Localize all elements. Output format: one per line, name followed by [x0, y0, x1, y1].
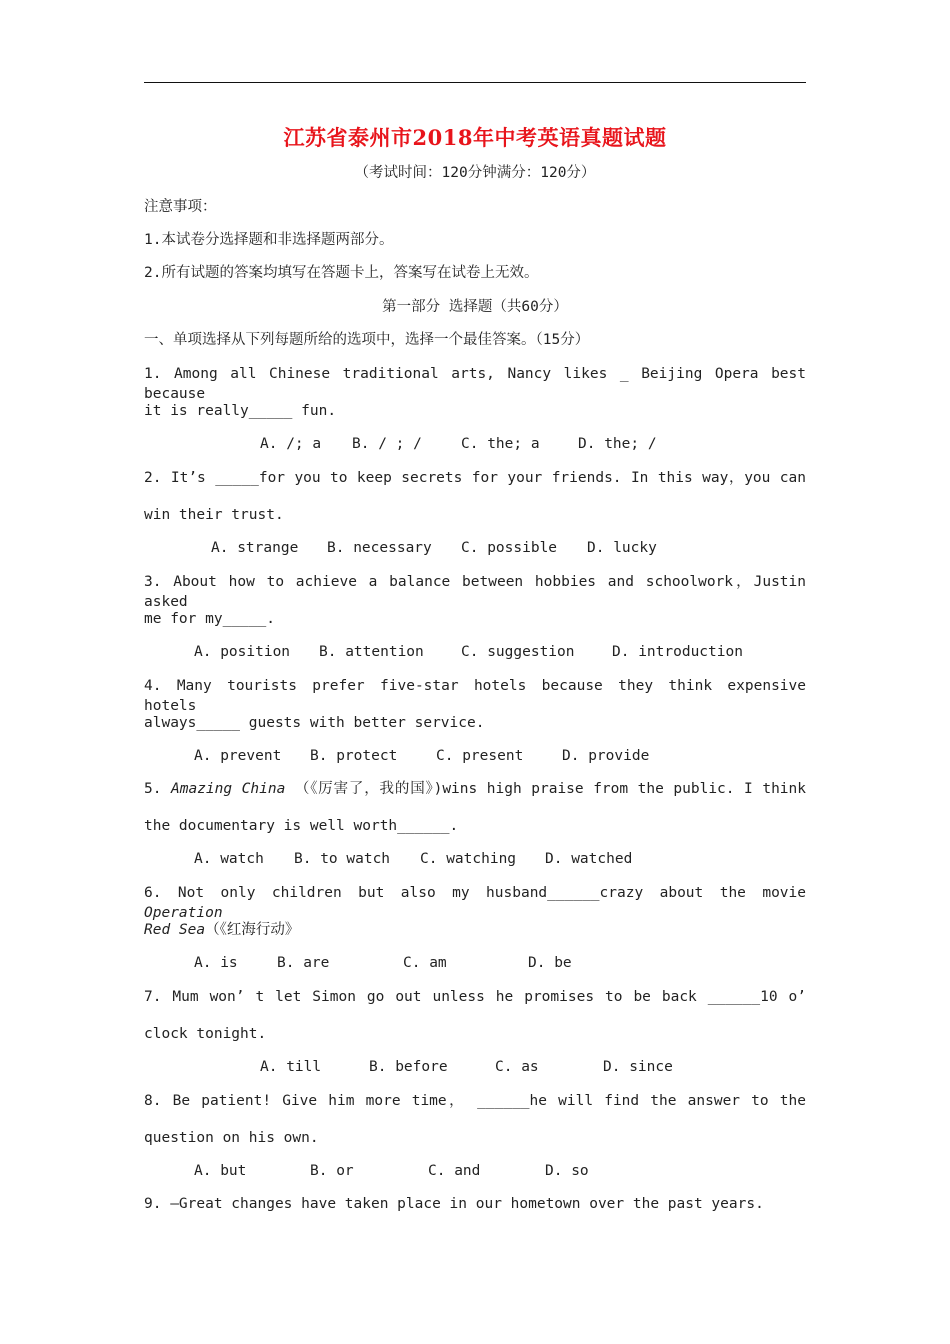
option-c[interactable]: C. the; a [461, 436, 540, 452]
question-6-rest: （《红海行动》 [205, 922, 300, 938]
section-heading: 一、单项选择从下列每题所给的选项中，选择一个最佳答案。（15分） [144, 332, 590, 348]
option-c[interactable]: C. and [428, 1163, 481, 1179]
option-b[interactable]: B. or [310, 1163, 354, 1179]
option-c[interactable]: C. possible [461, 540, 558, 556]
option-a[interactable]: A. strange [211, 540, 299, 556]
option-a[interactable]: A. position [194, 644, 291, 660]
option-d[interactable]: D. provide [562, 748, 650, 764]
option-c[interactable]: C. as [495, 1059, 539, 1075]
question-6-text-cont [144, 920, 806, 940]
option-a[interactable]: A. /; a [260, 436, 322, 452]
notes-heading: 注意事项： [144, 199, 217, 215]
question-5-rest: （《厉害了，我的国》)wins high praise from the public. I think [294, 781, 806, 797]
option-d[interactable]: D. be [528, 955, 572, 971]
option-c[interactable]: C. watching [420, 851, 517, 867]
option-a[interactable]: A. is [194, 955, 238, 971]
option-b[interactable]: B. attention [319, 644, 424, 660]
exam-info: （考试时间：120分钟满分：120分） [354, 165, 596, 181]
question-1-text: 1. Among all Chinese traditional arts, Nancy likes _ Beijing Opera best because [144, 366, 806, 402]
question-5-text-cont: the documentary is well worth______. [144, 818, 459, 834]
question-6-text [144, 883, 806, 923]
option-c[interactable]: C. am [403, 955, 447, 971]
note-item: 1.本试卷分选择题和非选择题两部分。 [144, 232, 394, 248]
question-number: 5. [144, 781, 172, 797]
option-b[interactable]: B. protect [310, 748, 398, 764]
option-c[interactable]: C. suggestion [461, 644, 575, 660]
italic-title: Amazing China [171, 781, 286, 797]
question-7-text-cont: clock tonight. [144, 1026, 267, 1042]
option-a[interactable]: A. watch [194, 851, 264, 867]
option-a[interactable]: A. but [194, 1163, 247, 1179]
option-d[interactable]: D. introduction [612, 644, 743, 660]
question-5-text [144, 779, 806, 799]
question-6-lead: 6. Not only children but also my husband______crazy about the movie [144, 885, 806, 901]
option-a[interactable]: A. prevent [194, 748, 282, 764]
page-title: 江苏省泰州市2018年中考英语真题试题 [283, 125, 667, 150]
italic-title: Operation [144, 905, 223, 921]
part-heading: 第一部分 选择题（共60分） [382, 299, 568, 315]
question-8-text: 8. Be patient! Give him more time， ______he will find the answer to the [144, 1093, 806, 1109]
option-d[interactable]: D. lucky [587, 540, 657, 556]
option-d[interactable]: D. so [545, 1163, 589, 1179]
option-a[interactable]: A. till [260, 1059, 322, 1075]
question-4-text-cont: always_____ guests with better service. [144, 715, 485, 731]
question-1-text-cont: it is really_____ fun. [144, 403, 337, 419]
option-b[interactable]: B. to watch [294, 851, 391, 867]
question-3-text-cont: me for my_____. [144, 611, 275, 627]
question-3-text: 3. About how to achieve a balance between hobbies and schoolwork，Justin asked [144, 574, 806, 610]
option-b[interactable]: B. necessary [327, 540, 432, 556]
question-8-text-cont: question on his own. [144, 1130, 319, 1146]
option-b[interactable]: B. / ; / [352, 436, 422, 452]
question-7-text: 7. Mum won’ t let Simon go out unless he promises to be back ______10 o’ [144, 989, 806, 1005]
option-c[interactable]: C. present [436, 748, 524, 764]
italic-title: Red Sea [144, 922, 206, 938]
option-b[interactable]: B. before [369, 1059, 448, 1075]
question-2-text-cont: win their trust. [144, 507, 284, 523]
note-item: 2.所有试题的答案均填写在答题卡上，答案写在试卷上无效。 [144, 265, 539, 281]
question-4-text: 4. Many tourists prefer five-star hotels because they think expensive hotels [144, 678, 806, 714]
option-d[interactable]: D. the; / [578, 436, 657, 452]
question-2-text: 2. It’s _____for you to keep secrets for your friends. In this way，you can [144, 470, 806, 486]
question-9-text: 9. —Great changes have taken place in our hometown over the past years. [144, 1196, 764, 1212]
option-d[interactable]: D. since [603, 1059, 673, 1075]
option-d[interactable]: D. watched [545, 851, 633, 867]
header-rule [144, 82, 806, 83]
option-b[interactable]: B. are [277, 955, 330, 971]
